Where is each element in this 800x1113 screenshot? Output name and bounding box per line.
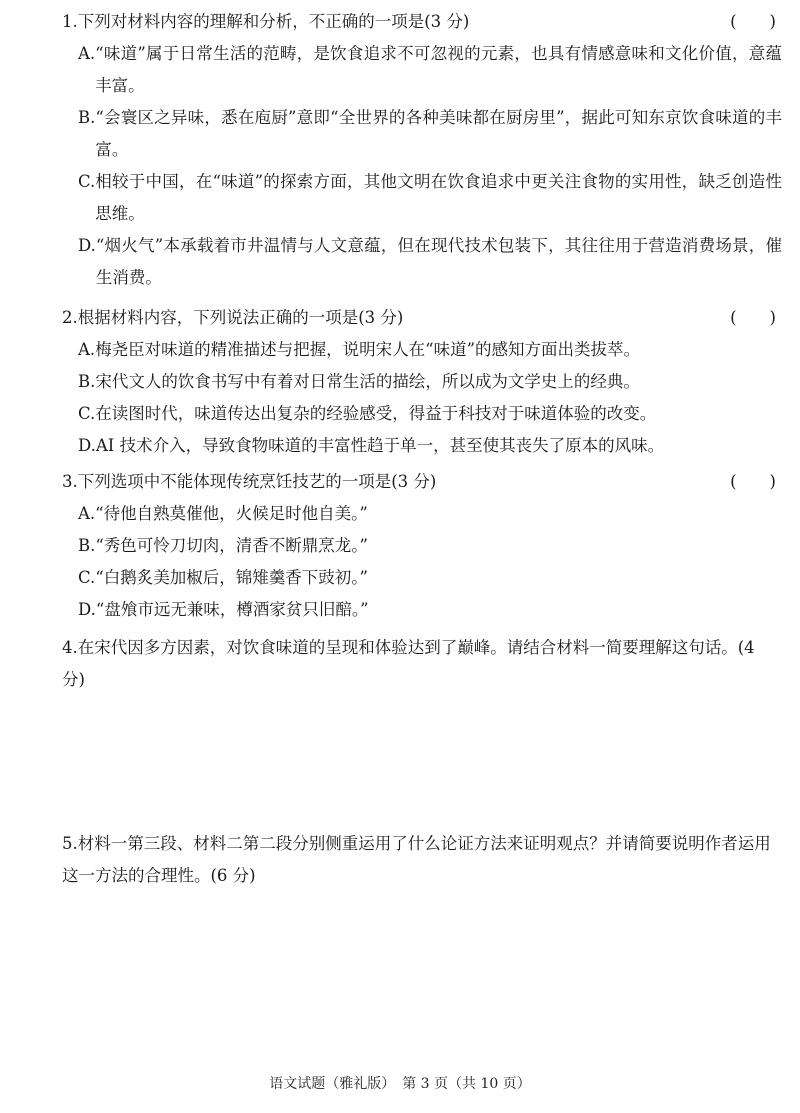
question-text: 材料一第三段、材料二第二段分别侧重运用了什么论证方法来证明观点？并请简要说明作者运用这一方法的合理性。(6 分) [62, 834, 771, 885]
answer-bracket: ( ) [730, 472, 776, 491]
option-text: “会寰区之异味，悉在庖厨”意即“全世界的各种美味都在厨房里”，据此可知东京饮食味道的丰富。 [95, 108, 782, 159]
question-2 [62, 302, 782, 462]
question-4 [62, 632, 782, 696]
question-stem [62, 302, 782, 334]
option-d [62, 430, 782, 462]
option-letter: B. [78, 536, 96, 555]
option-letter: A. [78, 340, 96, 359]
option-text: “白鹅炙美加椒后，锦雉羹香下豉初。” [95, 568, 368, 587]
option-text: “盘飧市远无兼味，樽酒家贫只旧醅。” [95, 600, 369, 619]
option-letter: D. [78, 600, 96, 619]
option-text: 梅尧臣对味道的精准描述与把握，说明宋人在“味道”的感知方面出类拔萃。 [95, 340, 641, 359]
answer-space-4[interactable] [62, 700, 782, 820]
option-c [62, 398, 782, 430]
answer-space-5[interactable] [62, 898, 782, 1058]
option-letter: C. [78, 172, 96, 191]
option-a [62, 498, 782, 530]
question-text: 在宋代因多方因素，对饮食味道的呈现和体验达到了巅峰。请结合材料一简要理解这句话。(4 分) [62, 638, 755, 689]
answer-bracket: ( ) [730, 308, 776, 327]
question-1 [62, 6, 782, 294]
option-text: 相较于中国，在“味道”的探索方面，其他文明在饮食追求中更关注食物的实用性，缺乏创造性思维。 [95, 172, 782, 223]
option-text: AI 技术介入，导致食物味道的丰富性趋于单一，甚至使其丧失了原本的风味。 [95, 436, 665, 455]
question-number: 3. [62, 472, 78, 491]
question-text: 根据材料内容，下列说法正确的一项是(3 分) [77, 308, 404, 327]
question-text: 下列选项中不能体现传统烹饪技艺的一项是(3 分) [77, 472, 437, 491]
option-letter: B. [78, 372, 96, 391]
question-number: 4. [62, 638, 78, 657]
option-letter: B. [78, 108, 96, 127]
option-text: “秀色可怜刀切肉，清香不断鼎烹龙。” [95, 536, 368, 555]
option-text: “味道”属于日常生活的范畴，是饮食追求不可忽视的元素，也具有情感意味和文化价值，意蕴丰富。 [95, 44, 782, 95]
option-letter: D. [78, 236, 96, 255]
option-b [62, 102, 782, 166]
question-5 [62, 828, 782, 892]
option-c [62, 166, 782, 230]
option-text: 宋代文人的饮食书写中有着对日常生活的描绘，所以成为文学史上的经典。 [95, 372, 640, 391]
question-stem [62, 6, 782, 38]
question-stem [62, 632, 782, 696]
option-b [62, 366, 782, 398]
option-text: “烟火气”本承载着市井温情与人文意蕴，但在现代技术包装下，其往往用于营造消费场景，催生消费。 [95, 236, 782, 287]
option-b [62, 530, 782, 562]
option-text: “待他自熟莫催他，火候足时他自美。” [95, 504, 368, 523]
option-c [62, 562, 782, 594]
page-footer: 语文试题（雅礼版） 第 3 页（共 10 页） [269, 1076, 531, 1092]
option-text: 在读图时代，味道传达出复杂的经验感受，得益于科技对于味道体验的改变。 [95, 404, 657, 423]
question-number: 5. [62, 834, 78, 853]
question-number: 2. [62, 308, 78, 327]
option-letter: A. [78, 44, 96, 63]
answer-bracket: ( ) [730, 12, 776, 31]
question-stem [62, 466, 782, 498]
option-letter: C. [78, 404, 96, 423]
question-3 [62, 466, 782, 626]
option-d [62, 594, 782, 626]
option-letter: C. [78, 568, 96, 587]
question-number: 1. [62, 12, 78, 31]
option-letter: A. [78, 504, 96, 523]
option-a [62, 38, 782, 102]
option-letter: D. [78, 436, 96, 455]
question-text: 下列对材料内容的理解和分析，不正确的一项是(3 分) [77, 12, 470, 31]
option-a [62, 334, 782, 366]
question-stem [62, 828, 782, 892]
option-d [62, 230, 782, 294]
